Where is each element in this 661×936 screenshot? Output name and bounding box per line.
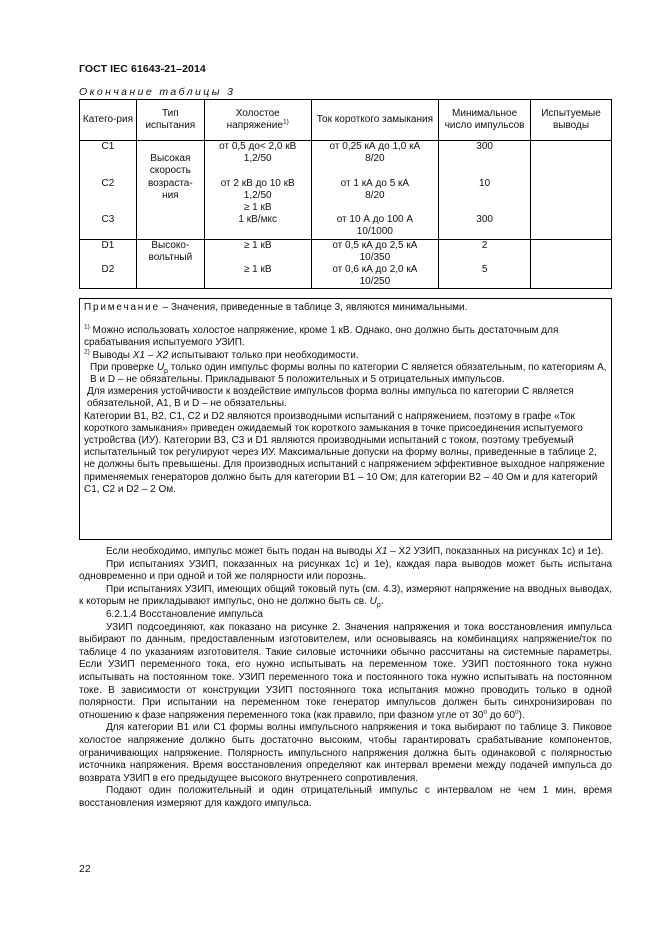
note-paragraph: Категории B1, B2, C1, C2 и D2 являются производными испытаний с напряжением, поэтому в графе «Ток короткого замыкания» приведен ожидаемый ток короткого замыкания в точке присоединения испытуемого устройства (ИУ). Категории B3, C3 и D1 являются производными испытаний с током, поэтому требуемый испытательный ток регулируют через ИУ. Максимальные допуски на форму волны, приведенные в таблице 2, не должны быть превышены. Для производных испытаний с напряжением эффективное выходное напряжение применяемых генераторов должно быть для категории B1 – 10 Ом; для категории B2 – 40 Ом и для категорий C1, C2 и D2 – 2 Ом. (84, 410, 605, 495)
header-category: Катего-рия (80, 100, 137, 141)
impulse-test-table (79, 99, 612, 289)
body-text (79, 546, 612, 810)
body-paragraph: При испытаниях УЗИП, имеющих общий токовый путь (см. 4.3), измеряют напряжение на вводных выводах, к которым не прикладывают импульс, оно не должно быть св. $U_p$. (79, 583, 612, 610)
table-row: Высокая 1,2/50 8/20 (80, 153, 612, 165)
body-paragraph: УЗИП подсоединяют, как показано на рисунке 2. Значения напряжения и тока восстановления импульса выбирают по данным, предоставленным изготовителем, или основываясь на комбинациях напряжение/ток по таблице 4 по указаниям изготовителя. Такие силовые источники обычно рассчитаны на системные параметры. Если УЗИП переменного тока, его нужно испытывать на переменном токе. УЗИП постоянного тока нужно испытывать на постоянном токе. УЗИП переменного тока и постоянного тока нужно испытывать на постоянном токе. В зависимости от конструкции УЗИП постоянного тока испытания можно проводить только в одной полярности. При испытании на переменном токе генератор импульсов должен быть синхронизирован по отношению к фазе напряжения переменного тока (как правило, при фазном угле от 30$^o$ до 60$^o$). (79, 621, 612, 721)
document-header: ГОСТ IEC 61643-21–2014 (79, 63, 206, 75)
header-test-terminals: Испытуемые выводы (531, 100, 612, 141)
table-row: C1 от 0,5 до< 2,0 кВ от 0,25 кА до 1,0 кА 300 (80, 141, 612, 154)
table-row: C2 возраста- от 2 кВ до 10 кВ от 1 кА до 5 кА 10 (80, 178, 612, 190)
table-row: ≥ 1 кВ (80, 202, 612, 214)
table-row: скорость (80, 165, 612, 177)
header-min-pulses: Минимальное число импульсов (439, 100, 531, 141)
table-caption: Окончание таблицы 3 (79, 86, 236, 98)
body-paragraph: Если необходимо, импульс может быть подан на выводы X1 – X2 УЗИП, показанных на рисунках 1c) и 1e). (106, 546, 604, 557)
note-lead: Примечание – Значения, приведенные в таблице 3, являются минимальными. (84, 302, 468, 313)
section-heading: 6.2.1.4 Восстановление импульса (106, 608, 263, 620)
table-notes (79, 298, 612, 540)
header-short-circuit-current: Ток короткого замыкания (311, 100, 439, 141)
table-row: D2 ≥ 1 кВ от 0,6 кА до 2,0 кА 5 (80, 264, 612, 276)
table-row: ния 1,2/50 8/20 (80, 190, 612, 202)
body-paragraph: Подают один положительный и один отрицательный импульс с интервалом не чем 1 мин, время восстановления измеряют для каждого импульса. (79, 785, 612, 809)
table-row: D1 Высоко- ≥ 1 кВ от 0,5 кА до 2,5 кА 2 (80, 239, 612, 252)
header-test-type: Тип испытания (136, 100, 204, 141)
table-row: вольтный 10/350 (80, 252, 612, 264)
note-paragraph: Для измерения устойчивости к воздействие импульсов форма волны импульса по категории C является обязательной, A1, B и D – не обязательны. (87, 386, 574, 410)
table-row: C3 1 кВ/мкс от 10 А до 100 А 300 (80, 214, 612, 226)
body-paragraph: При испытаниях УЗИП, показанных на рисунках 1c) и 1e), каждая пара выводов может быть испытана одновременно и при одной и той же полярности или порознь. (79, 558, 612, 583)
page-number: 22 (79, 863, 91, 875)
table-row: 10/250 (80, 276, 612, 289)
header-open-circuit-voltage: Холостое напряжение$^{1)}$ (204, 100, 311, 141)
footnote-2: $^{2)}$ Выводы X1 – X2 испытывают только при необходимости. (84, 348, 359, 361)
footnote-1: $^{1)}$ Можно использовать холостое напряжение, кроме 1 кВ. Однако, оно должно быть достаточным для срабатывания испытуемого УЗИП. (84, 323, 559, 349)
body-paragraph: Для категории B1 или C1 формы волны импульсного напряжения и тока выбирают по таблице 3. Пиковое холостое напряжение должно быть достаточно высоким, чтобы гарантировать срабатывание компонентов, ограничивающих напряжение. Полярность импульсного напряжения должна быть одинаковой с полярностью источника напряжения. Время восстановления определяют как интервал времени между подачей импульса до возврата УЗИП в его предыдущее высокого внутреннего сопротивления. (79, 722, 612, 784)
table-header-row (80, 100, 612, 141)
table-row: 10/1000 (80, 226, 612, 239)
note-paragraph: При проверке $U_p$ только один импульс формы волны по категории C является обязательным, по категориям A, B и D – не обязательны. Прикладывают 5 положительных и 5 отрицательных импульсов. (90, 361, 607, 386)
